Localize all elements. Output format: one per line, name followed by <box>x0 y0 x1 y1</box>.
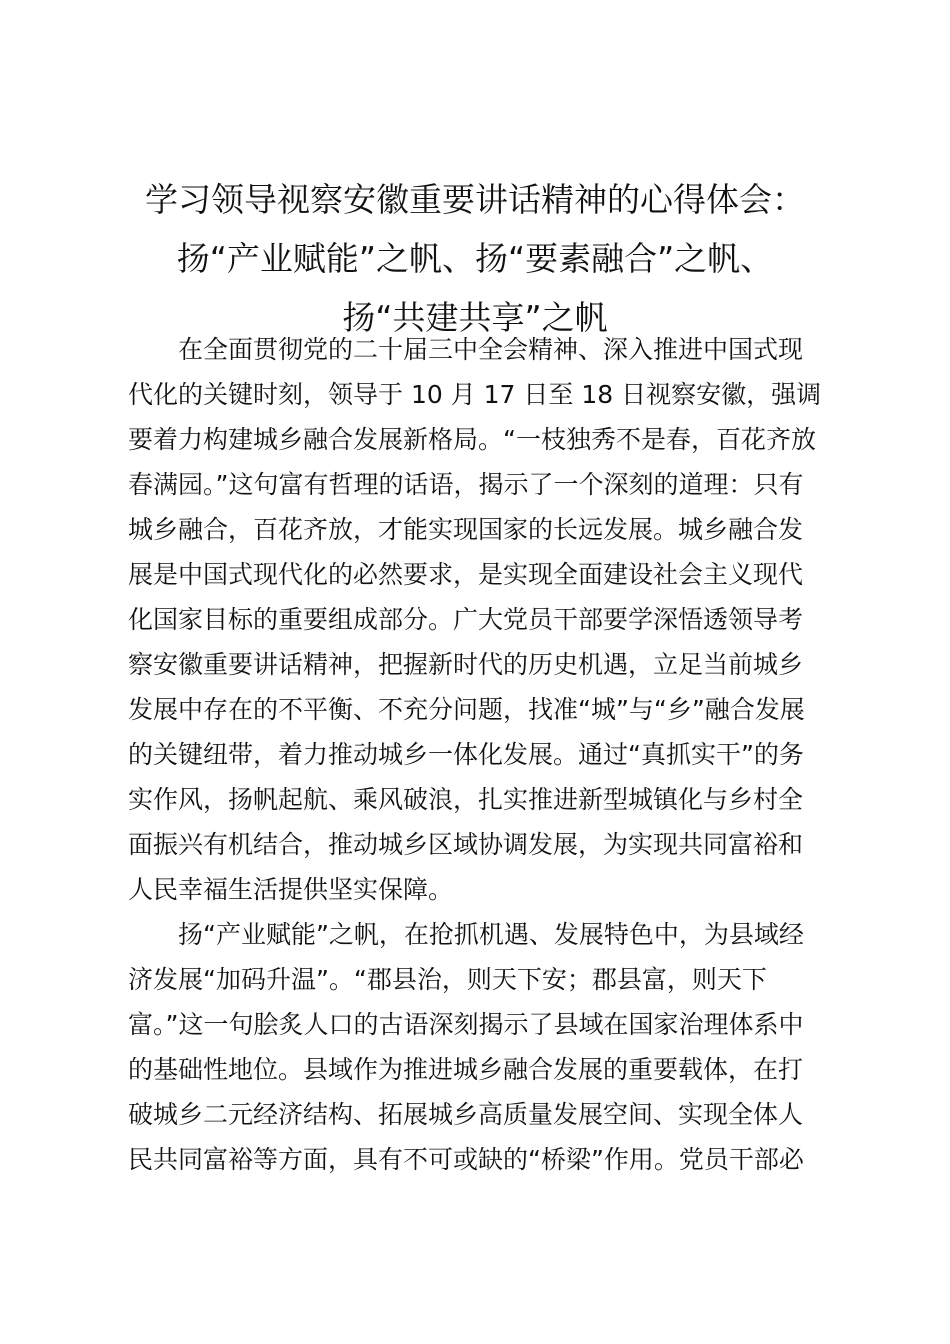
document-body <box>128 327 828 1182</box>
text-line: 城乡融合，百花齐放，才能实现国家的长远发展。城乡融合发 <box>128 515 804 544</box>
text-line: 扬“产业赋能”之帆，在抢抓机遇、发展特色中，为县域经 <box>178 920 804 949</box>
text-line: 发展中存在的不平衡、不充分问题，找准“城”与“乡”融合发展 <box>128 695 805 724</box>
paragraph-industry <box>128 912 828 1182</box>
text-line: 济发展“加码升温”。“郡县治，则天下安；郡县富，则天下 <box>128 965 767 994</box>
text-line: 的基础性地位。县域作为推进城乡融合发展的重要载体，在打 <box>128 1055 804 1084</box>
text-line: 展是中国式现代化的必然要求，是实现全面建设社会主义现代 <box>128 560 804 589</box>
text-line: 民共同富裕等方面，具有不可或缺的“桥梁”作用。党员干部必 <box>128 1145 804 1174</box>
title-line-1: 学习领导视察安徽重要讲话精神的心得体会： <box>145 180 805 219</box>
text-line: 面振兴有机结合，推动城乡区域协调发展，为实现共同富裕和 <box>128 830 804 859</box>
text-line: 破城乡二元经济结构、拓展城乡高质量发展空间、实现全体人 <box>128 1100 804 1129</box>
text-line: 人民幸福生活提供坚实保障。 <box>128 875 454 904</box>
text-line: 化国家目标的重要组成部分。广大党员干部要学深悟透领导考 <box>128 605 804 634</box>
text-line: 察安徽重要讲话精神，把握新时代的历史机遇，立足当前城乡 <box>128 650 804 679</box>
text-line: 春满园。”这句富有哲理的话语，揭示了一个深刻的道理：只有 <box>128 470 804 499</box>
text-line: 的关键纽带，着力推动城乡一体化发展。通过“真抓实干”的务 <box>128 740 804 769</box>
document-title <box>110 170 840 347</box>
paragraph-intro <box>128 327 828 912</box>
text-line: 实作风，扬帆起航、乘风破浪，扎实推进新型城镇化与乡村全 <box>128 785 804 814</box>
text-line: 富。”这一句脍炙人口的古语深刻揭示了县域在国家治理体系中 <box>128 1010 804 1039</box>
text-line: 在全面贯彻党的二十届三中全会精神、深入推进中国式现 <box>178 335 804 364</box>
title-line-2: 扬“产业赋能”之帆、扬“要素融合”之帆、 <box>176 239 774 278</box>
text-line: 要着力构建城乡融合发展新格局。“一枝独秀不是春，百花齐放 <box>128 425 816 454</box>
title-line-3: 扬“共建共享”之帆 <box>342 298 608 337</box>
text-line: 代化的关键时刻，领导于 10 月 17 日至 18 日视察安徽，强调 <box>128 380 822 409</box>
